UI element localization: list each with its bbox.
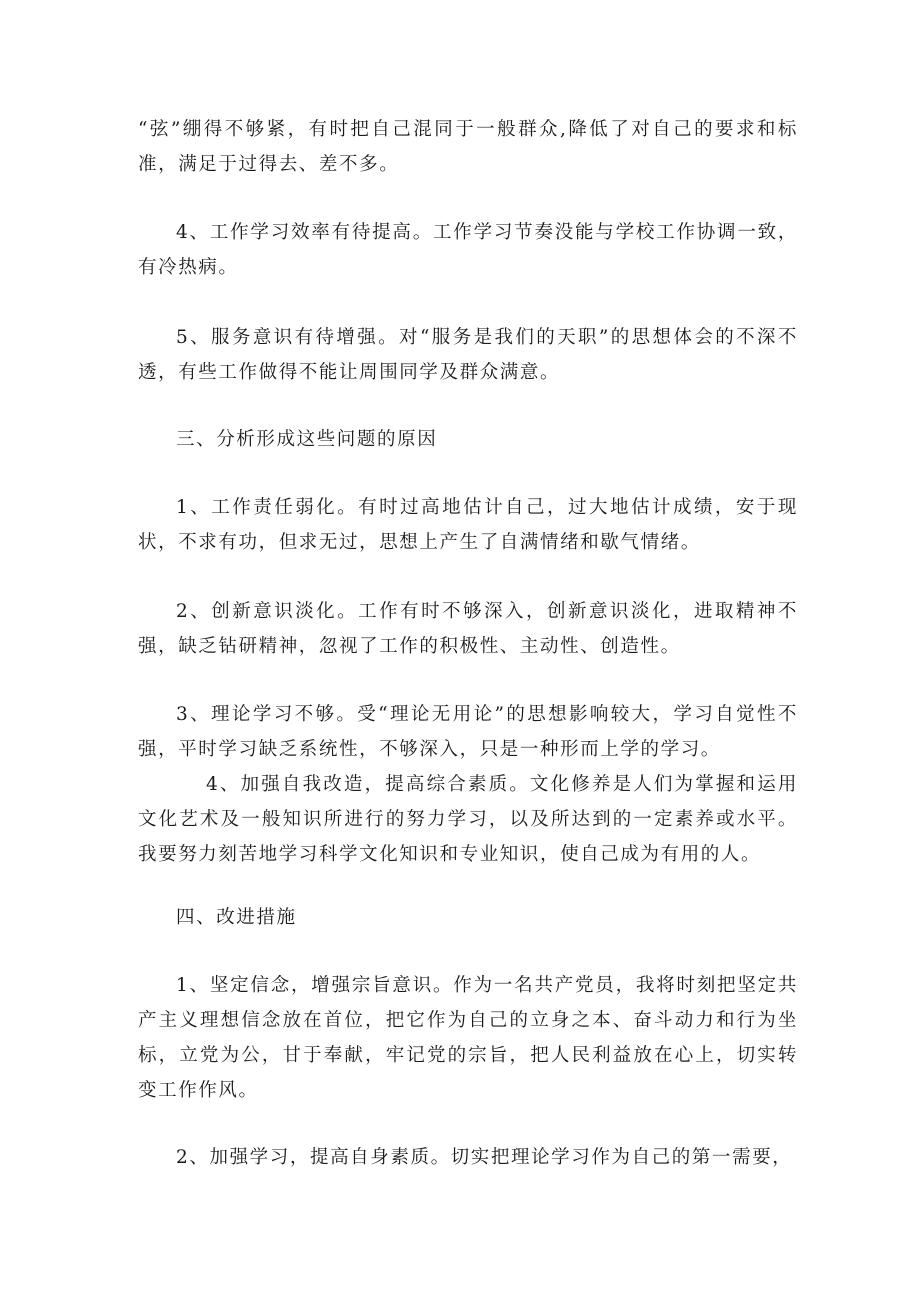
paragraph-item-4-efficiency: 4、工作学习效率有待提高。工作学习节奏没能与学校工作协调一致，有冷热病。	[138, 222, 798, 278]
paragraph-measure-1: 1、坚定信念，增强宗旨意识。作为一名共产党员，我将时刻把坚定共产主义理想信念放在首位，把它作为自己的立身之本、奋斗动力和行为坐标，立党为公，甘于奉献，牢记党的宗旨，把人民利益放在心上，切实转变工作作风。	[138, 975, 798, 1101]
paragraph-cause-1: 1、工作责任弱化。有时过高地估计自己，过大地估计成绩，安于现状，不求有功，但求无过，思想上产生了自满情绪和歇气情绪。	[138, 497, 798, 553]
paragraph-item-5-service: 5、服务意识有待增强。对“服务是我们的天职”的思想体会的不深不透，有些工作做得不能让周围同学及群众满意。	[138, 327, 798, 383]
section-heading-measures: 四、改进措施	[176, 907, 297, 928]
section-heading-causes: 三、分析形成这些问题的原因	[176, 429, 438, 450]
paragraph-cause-3: 3、理论学习不够。受“理论无用论”的思想影响较大，学习自觉性不强，平时学习缺乏系统性，不够深入，只是一种形而上学的学习。	[138, 704, 798, 760]
paragraph-continuation: “弦”绷得不够紧，有时把自己混同于一般群众,降低了对自己的要求和标准，满足于过得去、差不多。	[138, 119, 798, 175]
paragraph-cause-4: 4、加强自我改造，提高综合素质。文化修养是人们为掌握和运用文化艺术及一般知识所进行的努力学习，以及所达到的一定素养或水平。我要努力刻苦地学习科学文化知识和专业知识，使自己成为有用的人。	[138, 774, 798, 865]
paragraph-measure-2: 2、加强学习，提高自身素质。切实把理论学习作为自己的第一需要，	[176, 1147, 793, 1168]
paragraph-cause-2: 2、创新意识淡化。工作有时不够深入，创新意识淡化，进取精神不强，缺乏钻研精神，忽视了工作的积极性、主动性、创造性。	[138, 601, 798, 657]
